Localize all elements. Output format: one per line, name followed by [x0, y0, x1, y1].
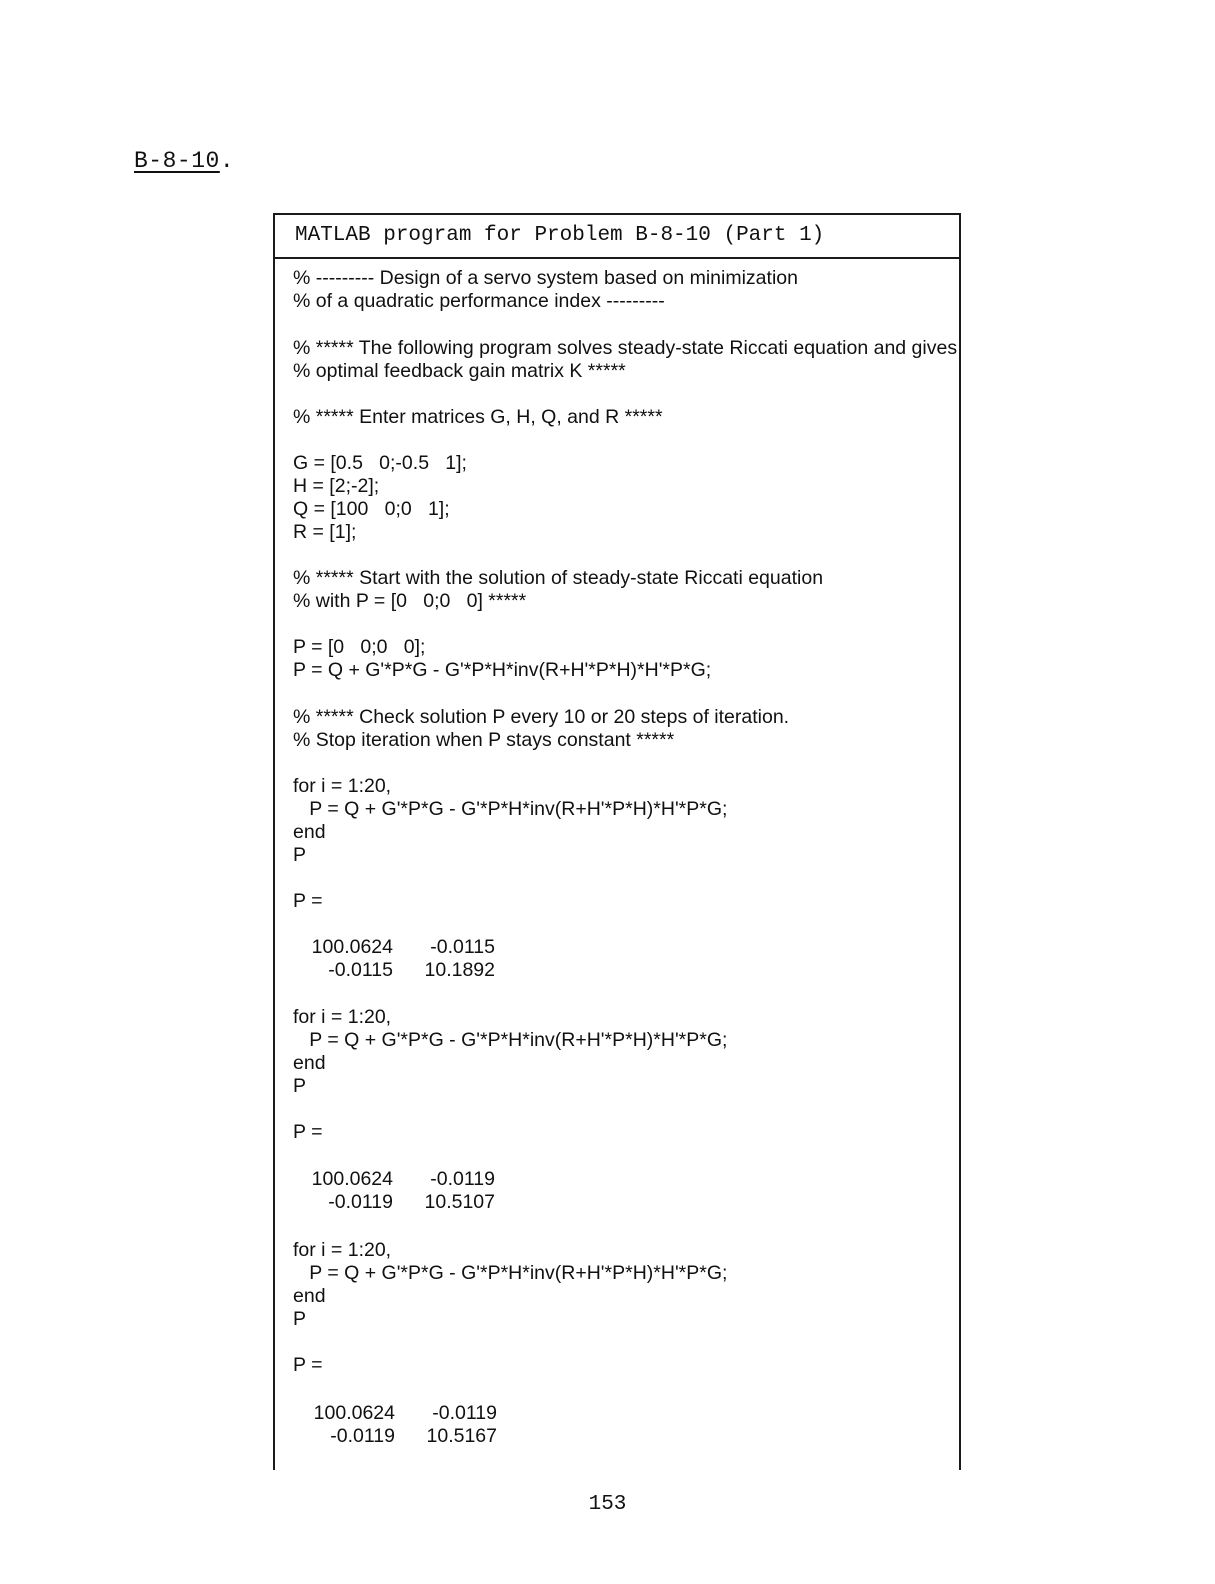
- matrix-value: -0.0119: [328, 1191, 393, 1213]
- matrix-value: 100.0624: [311, 936, 393, 958]
- output-label: P =: [293, 1354, 323, 1376]
- code-comment-line: % ***** Enter matrices G, H, Q, and R *****: [293, 406, 663, 428]
- code-line: P = Q + G'*P*G - G'*P*H*inv(R+H'*P*H)*H'*P*G;: [293, 798, 728, 820]
- code-comment-line: % --------- Design of a servo system based on minimization: [293, 267, 798, 289]
- code-line: R = [1];: [293, 521, 357, 543]
- code-line: for i = 1:20,: [293, 1006, 392, 1028]
- output-label: P =: [293, 1121, 323, 1143]
- output-label: P =: [293, 890, 323, 912]
- code-comment-line: % ***** The following program solves steady-state Riccati equation and gives: [293, 337, 958, 359]
- code-line: for i = 1:20,: [293, 1239, 392, 1261]
- code-comment-line: % ***** Check solution P every 10 or 20 steps of iteration.: [293, 706, 790, 728]
- code-line: end: [293, 1285, 326, 1307]
- problem-label: [134, 148, 234, 174]
- code-line: P: [293, 1308, 307, 1330]
- code-line: Q = [100 0;0 1];: [293, 498, 450, 520]
- code-line: G = [0.5 0;-0.5 1];: [293, 452, 467, 474]
- code-comment-line: % Stop iteration when P stays constant *****: [293, 729, 675, 751]
- matrix-value: -0.0119: [330, 1425, 395, 1447]
- problem-label-text: B-8-10: [134, 148, 220, 174]
- matrix-value: -0.0115: [430, 936, 495, 958]
- matrix-value: 10.5167: [426, 1425, 497, 1447]
- matrix-value: 10.5107: [424, 1191, 495, 1213]
- code-listing-box: [273, 213, 961, 1470]
- matrix-value: -0.0115: [328, 959, 393, 981]
- code-comment-line: % optimal feedback gain matrix K *****: [293, 360, 626, 382]
- matrix-value: -0.0119: [432, 1402, 497, 1424]
- matrix-value: -0.0119: [430, 1168, 495, 1190]
- code-line: end: [293, 1052, 326, 1074]
- code-line: H = [2;-2];: [293, 475, 380, 497]
- code-line: P = Q + G'*P*G - G'*P*H*inv(R+H'*P*H)*H'*P*G;: [293, 659, 712, 681]
- code-line: P = Q + G'*P*G - G'*P*H*inv(R+H'*P*H)*H'*P*G;: [293, 1029, 728, 1051]
- matrix-value: 100.0624: [313, 1402, 395, 1424]
- code-line: end: [293, 821, 326, 843]
- code-line: P: [293, 1075, 307, 1097]
- code-listing-title: MATLAB program for Problem B-8-10 (Part 1): [275, 215, 959, 259]
- code-line: for i = 1:20,: [293, 775, 392, 797]
- matrix-value: 100.0624: [311, 1168, 393, 1190]
- page-number: 153: [588, 1493, 627, 1516]
- matrix-value: 10.1892: [424, 959, 495, 981]
- code-line: P = Q + G'*P*G - G'*P*H*inv(R+H'*P*H)*H'*P*G;: [293, 1262, 728, 1284]
- problem-label-period: .: [219, 148, 235, 174]
- code-line: P: [293, 844, 307, 866]
- code-comment-line: % of a quadratic performance index ---------: [293, 290, 665, 312]
- code-comment-line: % with P = [0 0;0 0] *****: [293, 590, 527, 612]
- code-comment-line: % ***** Start with the solution of steady-state Riccati equation: [293, 567, 824, 589]
- code-line: P = [0 0;0 0];: [293, 636, 426, 658]
